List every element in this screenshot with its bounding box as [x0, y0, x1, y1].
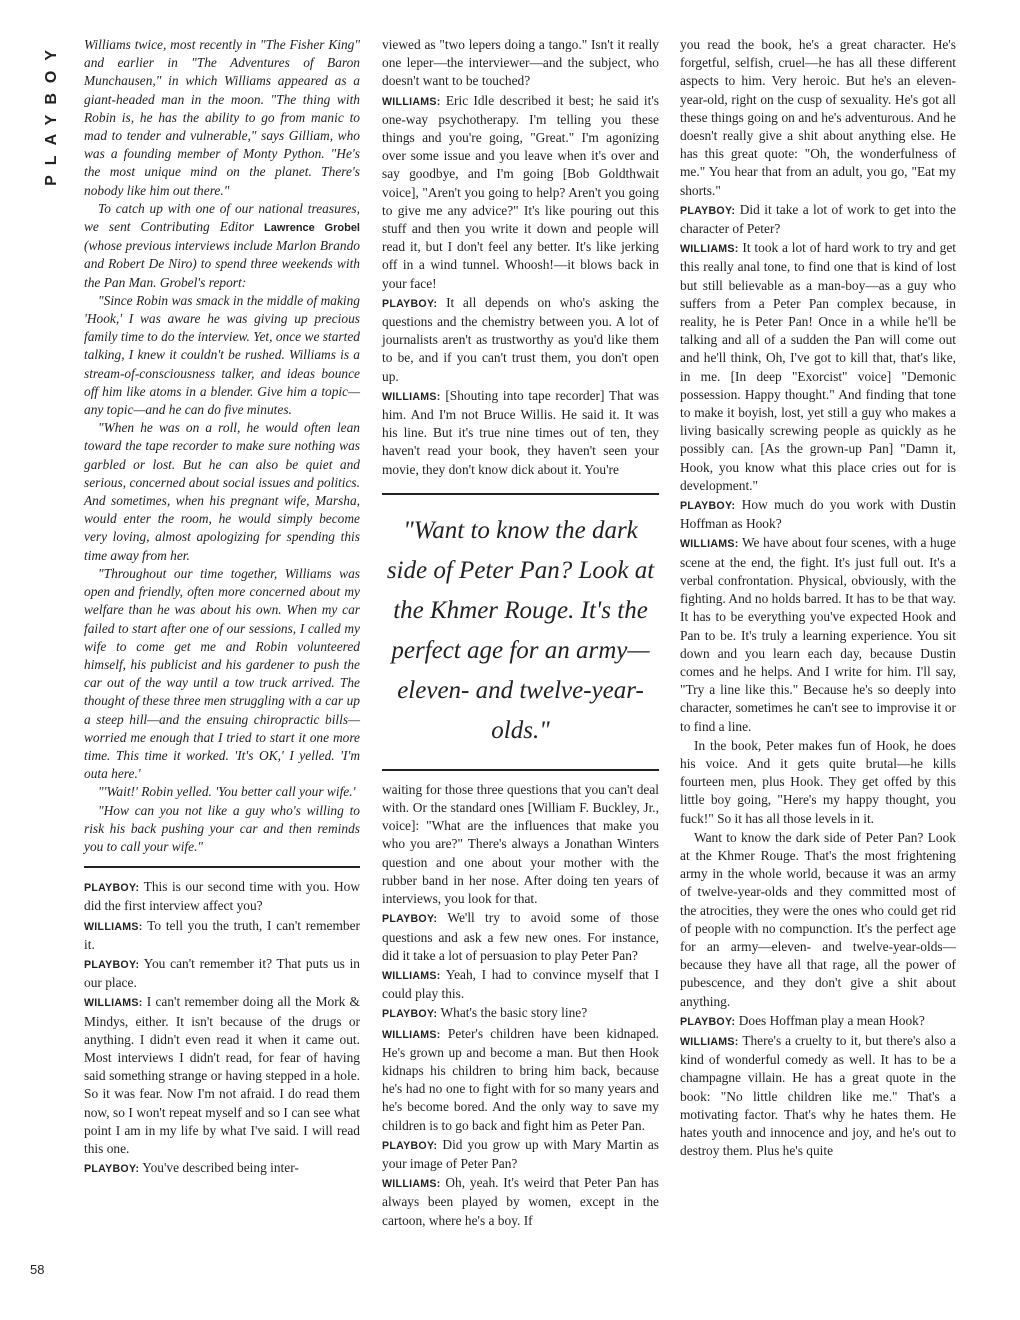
interview-paragraph [382, 909, 659, 965]
speaker-label: WILLIAMS: [680, 1035, 739, 1048]
interview-text: [Shouting into tape recorder] That was him. And I'm not Bruce Willis. He said it. It was his line. But it's true nine times out of ten, they haven't read your book, they haven't seen your movie, they don't know dick about it. You're [382, 387, 659, 477]
interview-paragraph [680, 36, 956, 200]
interview-paragraph [382, 387, 659, 479]
interview-paragraph [84, 993, 360, 1158]
qa-section [382, 36, 659, 479]
interview-text: Did it take a lot of work to get into the character of Peter? [680, 201, 956, 237]
speaker-label: PLAYBOY: [680, 500, 736, 513]
interview-paragraph [680, 737, 956, 828]
interview-text: Yeah, I had to convince myself that I could play this. [382, 966, 659, 1002]
intro-paragraph: To catch up with one of our national treasures, we sent Contributing Editor Lawrence Grobel (whose previous interviews include Marlon Brando and Robert De Niro) to spend three weekends with the Pan Man. Grobel's report: [84, 200, 360, 290]
section-divider [84, 866, 360, 868]
author-name: Lawrence Grobel [264, 222, 360, 235]
speaker-label: WILLIAMS: [382, 390, 441, 403]
interview-text: You can't remember it? That puts us in our place. [84, 955, 360, 991]
interview-text: In the book, Peter makes fun of Hook, he does his voice. And it gets quite brutal—he kills fourteen men, plus Hook. They get offed by this little boy going, "Here's my happy thought, you fuck!" So it has all those levels in it. [680, 737, 956, 826]
speaker-label: WILLIAMS: [680, 243, 739, 256]
interview-paragraph [84, 878, 360, 915]
interview-paragraph [382, 1174, 659, 1230]
intro-paragraph: "Throughout our time together, Williams was open and friendly, often more concerned about my welfare than he was about his own. When my car failed to start after one of our sessions, I called my wife to come get me and Robin volunteered himself, his publicist and his gardener to push the car out of the way until a tow truck arrived. The thought of these three men struggling with a car up a steep hill—and the ensuing chiropractic bills—worried me enough that I tried to start it one more time. This time it worked. 'It's OK,' I yelled. 'I'm outa here.' [84, 565, 360, 782]
intro-paragraph: "'Wait!' Robin yelled. 'You better call your wife.' [98, 784, 356, 800]
interview-paragraph [382, 1004, 659, 1023]
interview-paragraph [382, 966, 659, 1003]
interview-paragraph [382, 36, 659, 91]
interview-text: We have about four scenes, with a huge scene at the end, the fight. It's just full out. It's a verbal confrontation. Physical, obviously, with the fighting. And no holds barred. It has to be that way. It has to be everything you've expected Hook and Pan to be. It's truly a learning experience. You sit down and you learn each day, because Dustin comes and he helps. And I write for him. I'll say, "Try a line like this." Because he's so deeply into character, sometimes he can't see to improvise it or to find a line. [680, 535, 957, 734]
interview-paragraph [680, 239, 956, 495]
interview-text: viewed as "two lepers doing a tango." Isn't it really one leper—the interviewer—and the subject, who doesn't want to be touched? [382, 37, 659, 89]
interview-paragraph [382, 294, 659, 386]
interview-paragraph [84, 1159, 360, 1178]
interview-text: Did you grow up with Mary Martin as your image of Peter Pan? [382, 1136, 659, 1171]
speaker-label: PLAYBOY: [382, 1008, 438, 1021]
interview-paragraph [680, 534, 956, 735]
interview-text: There's a cruelty to it, but there's also a kind of wonderful comedy as well. It has to be a champagne villain. He has a great quote in the book: "No little children like me." That's a motivating factor. That's why he hates them. He hates youth and innocence and joy, and he's out to destroy them. Plus he's quite [680, 1032, 956, 1159]
speaker-label: PLAYBOY: [84, 882, 140, 895]
speaker-label: PLAYBOY: [382, 1139, 438, 1152]
interview-paragraph [382, 781, 659, 908]
interview-text: We'll try to avoid some of those questions and ask a few new ones. For instance, did it take a lot of persuasion to play Peter Pan? [382, 910, 659, 963]
interview-text: Want to know the dark side of Peter Pan? Look at the Khmer Rouge. That's the most frightening army in the whole world, because it was an army of twelve-year-olds and they committed most of the atrocities, they were the ones who could get rid of people with no compunction. It's the perfect age for an army—eleven- and twelve-year-olds—because they have all that rage, all the power of pubescence, and they don't give a shit about anything. [680, 829, 956, 1009]
column-1 [84, 36, 360, 1179]
pull-quote: "Want to know the dark side of Peter Pan? Look at the Khmer Rouge. It's the perfect age for an army—eleven- and twelve-year-olds." [382, 493, 659, 771]
speaker-label: PLAYBOY: [84, 1163, 140, 1176]
speaker-label: WILLIAMS: [680, 538, 739, 551]
interview-paragraph [382, 92, 659, 293]
interview-text: Eric Idle described it best; he said it's one-way psychotherapy. I'm telling you these things and you're going, "Great." I'm agonizing over some issue and you leave when it's over and say goodbye, and I'm going [Bob Goldthwait voice], "Aren't you going to help? Aren't you going to give me any advice?" It's like pouring out this stuff and then you write it down and people will read it, but I don't feel any better. It's like jerking off in a wind tunnel. Whoosh!—it blows back in your face! [382, 92, 659, 291]
interview-paragraph [382, 1136, 659, 1173]
interview-paragraph [680, 1032, 956, 1160]
interview-text: Peter's children have been kidnaped. He's grown up and become a man. But then Hook kidnaps his children to bring him back, because he's had no one to fight with for so many years and he's become bored. And the only way to save my children is to go back and fight him as Peter Pan. [382, 1025, 659, 1133]
speaker-label: PLAYBOY: [84, 958, 140, 971]
interview-paragraph [84, 955, 360, 992]
intro-paragraph: "Since Robin was smack in the middle of making 'Hook,' I was aware he was giving up precious family time to do the interview. Yet, once we started talking, I knew it couldn't be rushed. Williams is a stream-of-consciousness talker, and ideas bounce off him like atoms in a blender. Give him a topic—any topic—and he can do five minutes. [84, 292, 360, 418]
speaker-label: WILLIAMS: [382, 95, 441, 108]
interview-paragraph [84, 917, 360, 954]
interview-text: What's the basic story line? [440, 1005, 588, 1021]
page-number: 58 [30, 1262, 45, 1277]
interview-paragraph [680, 1012, 956, 1031]
interview-text: It took a lot of hard work to try and get this really anal tone, to find one that is kind of lost but still believable as a man-boy—as a guy who suffers from a Peter Pan complex because, in reality, he is Peter Pan! Once in a while he'll be talking and all of a sudden the Pan will come out and he'll think, Oh, I've got to kill that, that's like, in me. [In deep "Exorcist" voice] "Demonic possession. Happy thought." And finding that tone to make it boyish, lost, yet still a guy who makes a living basically screwing people as quickly as he possibly can. [As the grown-up Pan] "Damn it, Hook, you know what this place cries out for is development." [680, 240, 956, 493]
interview-text: Oh, yeah. It's weird that Peter Pan has always been played by women, except in the cartoon, where he's a boy. If [382, 1175, 659, 1228]
speaker-label: PLAYBOY: [382, 913, 438, 926]
interview-text: It all depends on who's asking the questions and the chemistry between you. A lot of journalists aren't as trustworthy as you'd like them to be, and if you can't trust them, you don't open up. [382, 294, 659, 384]
interview-paragraph [680, 496, 956, 533]
intro-paragraph: "When he was on a roll, he would often lean toward the tape recorder to make sure nothing was garbled or lost. But he can also be quiet and serious, concerned about social issues and politics. And sometimes, when his pregnant wife, Marsha, would enter the room, he would simply become very loving, almost apologizing for spending this time away from her. [84, 420, 360, 563]
interview-text: Does Hoffman play a mean Hook? [738, 1012, 925, 1028]
column-2 [382, 36, 659, 1231]
intro-paragraph: Williams twice, most recently in "The Fisher King" and earlier in "The Adventures of Baron Munchausen," in which Williams appeared as a giant-headed man in the moon. "The thing with Robin is, he has the ability to go from manic to mad to tender and vulnerable," says Gilliam, who was a founding member of Monty Python. "He's the most unique mind on the planet. There's nobody like him out there." [84, 37, 360, 198]
interview-text: To tell you the truth, I can't remember it. [84, 917, 360, 952]
interview-text: This is our second time with you. How did the first interview affect you? [84, 879, 361, 914]
magazine-side-label: PLAYBOY [43, 40, 60, 186]
column-3 [680, 36, 956, 1161]
interview-paragraph [680, 201, 956, 238]
intro-paragraph: "How can you not like a guy who's willing to risk his back pushing your car and then reminds you to call your wife." [84, 802, 360, 854]
speaker-label: PLAYBOY: [680, 204, 736, 217]
interview-text: How much do you work with Dustin Hoffman as Hook? [680, 497, 956, 532]
interview-text: I can't remember doing all the Mork & Mindys, either. It isn't because of the drugs or anything. I didn't even read it when it came out. Most interviews I didn't read, for fear of having said something strange or having stepped in a hole. So it was fear. Now I'm not afraid. I do read them now, so I won't repeat myself and so I can see what point I am in my life by what I've said. I will read this one. [84, 994, 360, 1156]
speaker-label: PLAYBOY: [680, 1015, 736, 1028]
interview-text: you read the book, he's a great character. He's forgetful, selfish, cruel—he has all these different aspects to him. Very heroic. But he's an eleven-year-old, right on the cusp of sexuality. He's got all these things going on and he's adventurous. And he doesn't really give a shit about anything else. He has this great quote: "Oh, the wonderfulness of me." You hear that from an adult, you go, "Eat my shorts." [680, 37, 956, 198]
intro-section [84, 36, 360, 856]
speaker-label: WILLIAMS: [84, 997, 143, 1010]
qa-section [382, 781, 659, 1230]
interview-paragraph [382, 1025, 659, 1135]
speaker-label: WILLIAMS: [382, 1178, 441, 1191]
qa-section [84, 878, 360, 1178]
speaker-label: WILLIAMS: [84, 920, 143, 933]
speaker-label: WILLIAMS: [382, 969, 441, 982]
qa-section [680, 36, 956, 1160]
interview-text: You've described being inter- [142, 1160, 299, 1176]
speaker-label: PLAYBOY: [382, 297, 438, 310]
speaker-label: WILLIAMS: [382, 1028, 441, 1041]
interview-paragraph [680, 829, 956, 1011]
interview-text: waiting for those three questions that you can't deal with. Or the standard ones [William F. Buckley, Jr., voice]: "What are the influences that make you who you are?" There's always a Jonathan Winters question and one about your mother with the rubber band in her nose. After doing ten years of interviews, you look for that. [382, 781, 659, 907]
